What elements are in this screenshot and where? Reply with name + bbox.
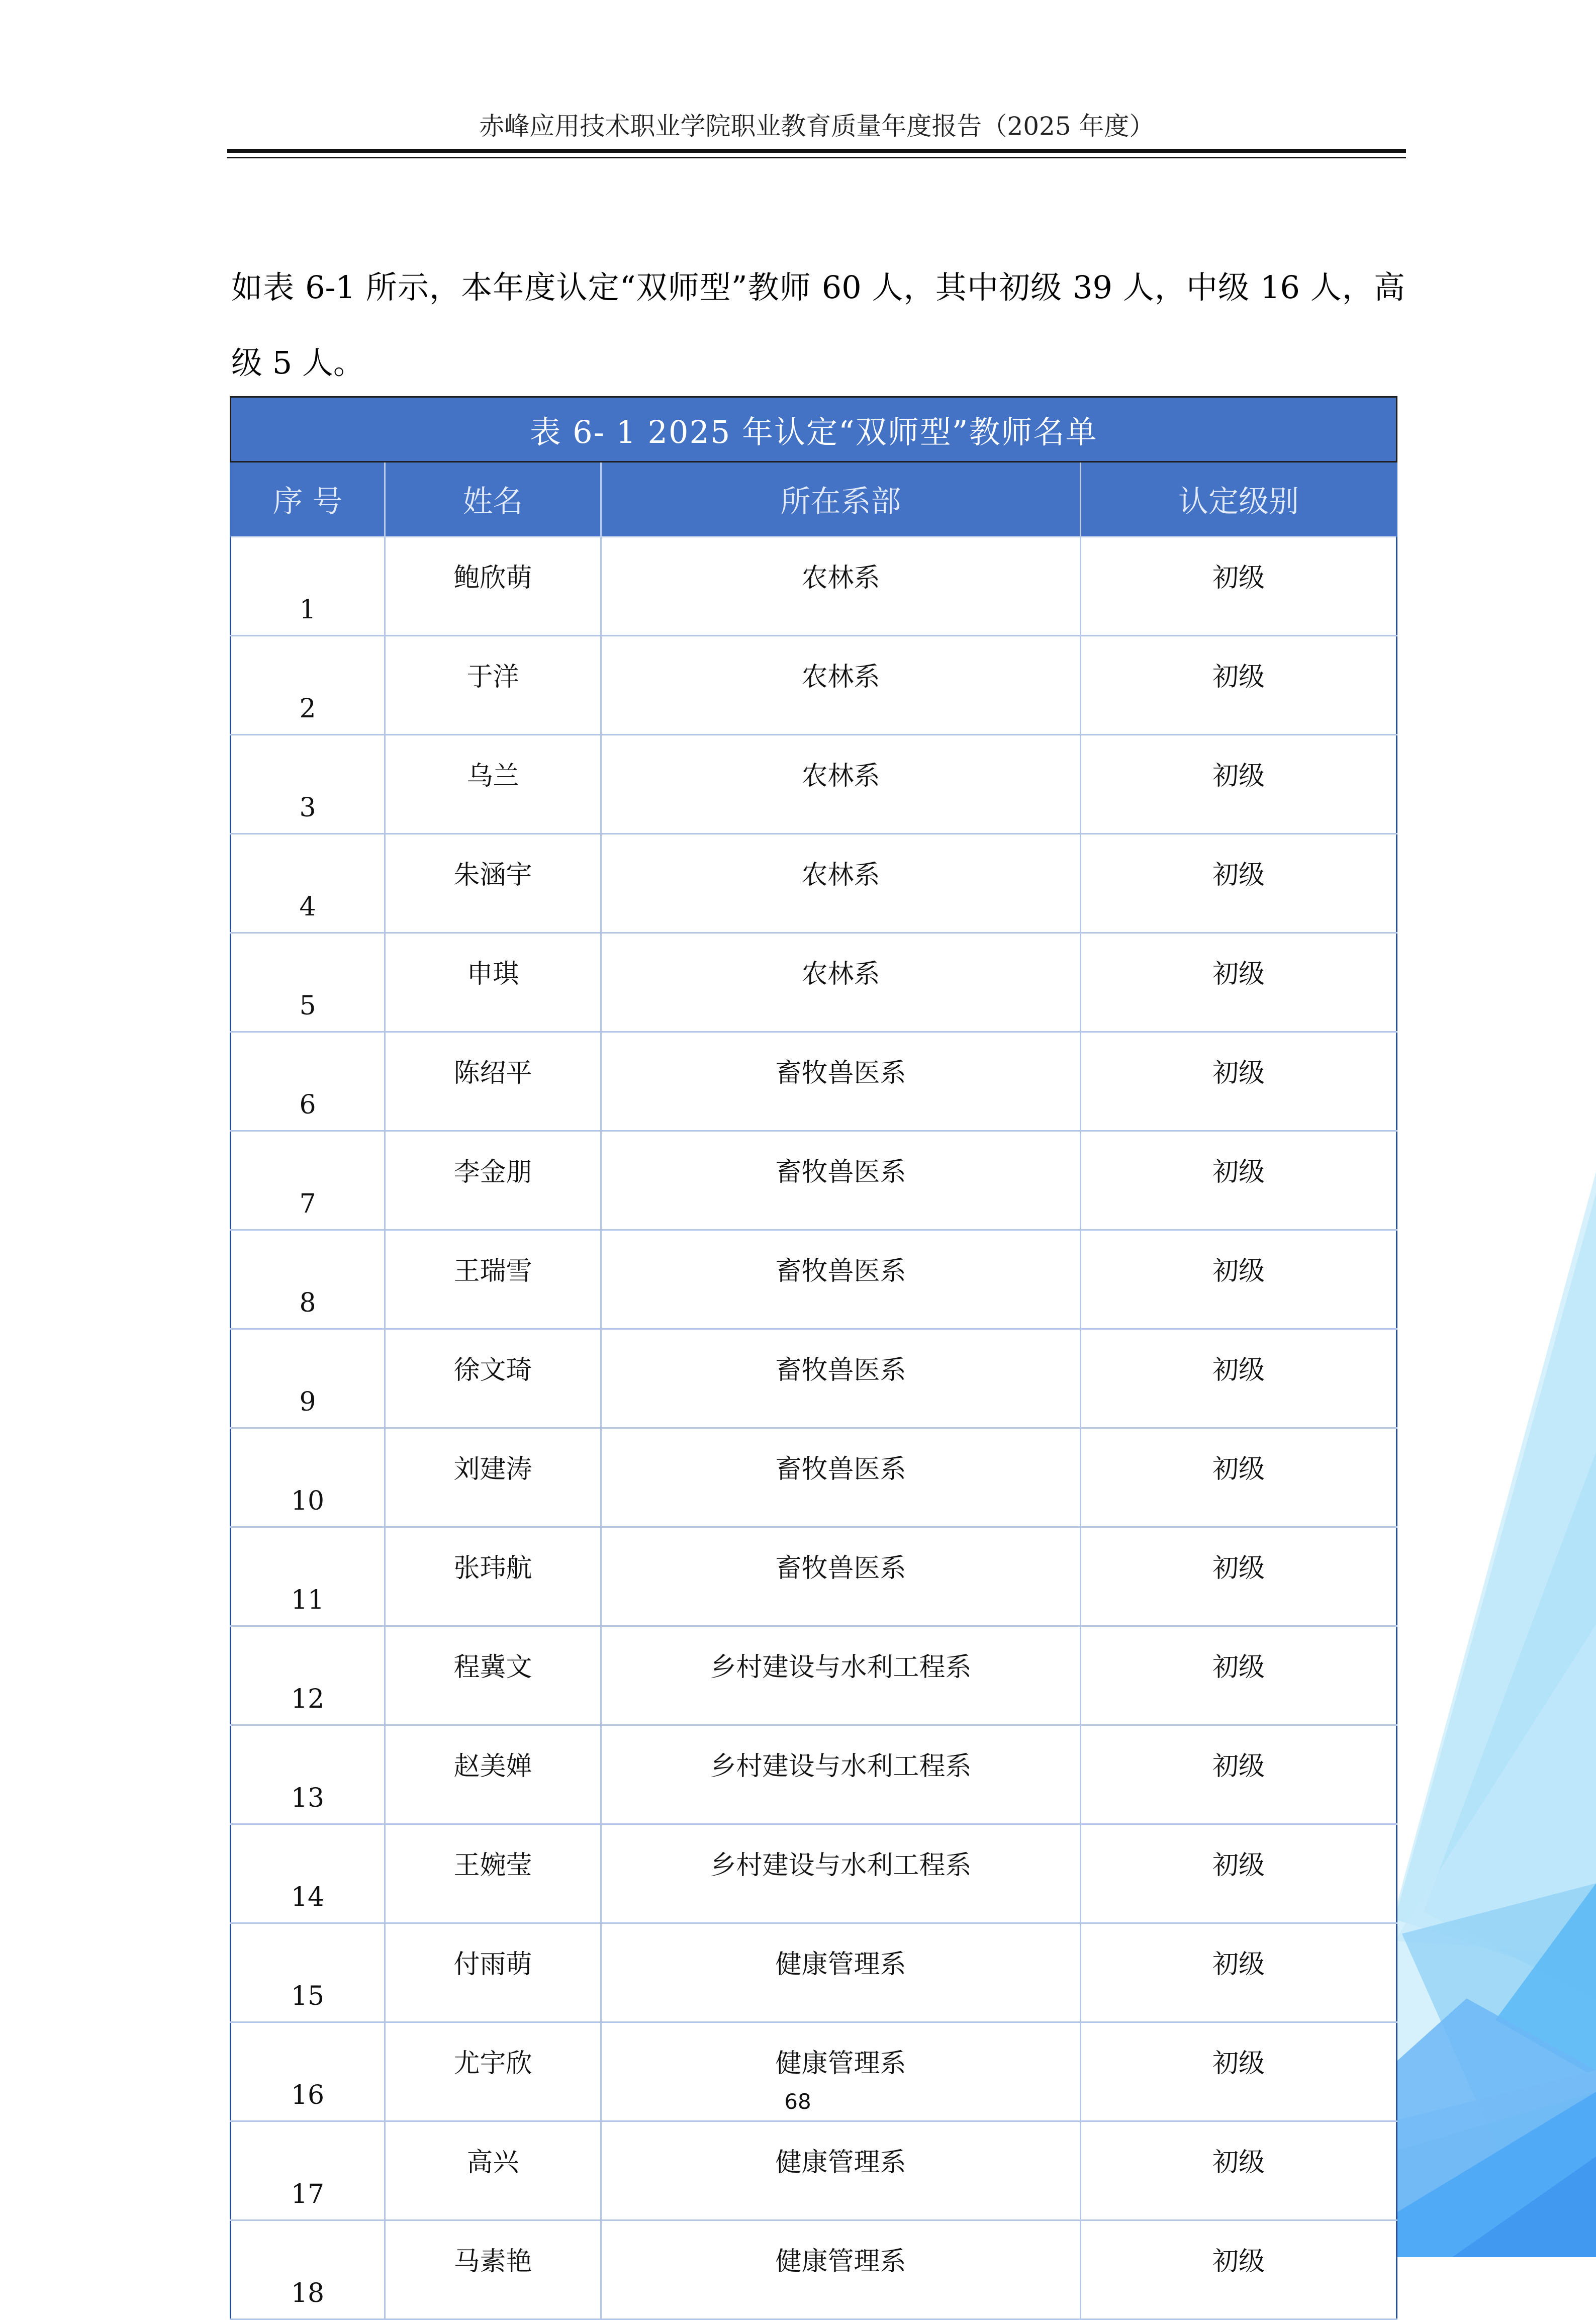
cell-level: 初级 bbox=[1081, 933, 1397, 1032]
page-number: 68 bbox=[784, 2089, 811, 2114]
cell-department: 健康管理系 bbox=[601, 2220, 1081, 2319]
cell-name: 申琪 bbox=[385, 933, 601, 1032]
table-row bbox=[231, 2220, 1397, 2319]
cell-name: 鲍欣萌 bbox=[385, 537, 601, 636]
cell-level: 初级 bbox=[1081, 1131, 1397, 1230]
cell-name: 高兴 bbox=[385, 2121, 601, 2220]
cell-level: 初级 bbox=[1081, 537, 1397, 636]
cell-number: 11 bbox=[231, 1527, 385, 1626]
cell-department: 畜牧兽医系 bbox=[601, 1131, 1081, 1230]
cell-level: 初级 bbox=[1081, 1527, 1397, 1626]
cell-number: 10 bbox=[231, 1428, 385, 1527]
cell-number: 16 bbox=[231, 2022, 385, 2121]
table-row bbox=[231, 1428, 1397, 1527]
cell-level: 初级 bbox=[1081, 834, 1397, 933]
cell-number: 14 bbox=[231, 1824, 385, 1923]
cell-name: 尤宇欣 bbox=[385, 2022, 601, 2121]
table-row bbox=[231, 1923, 1397, 2022]
header-rule-thick bbox=[227, 149, 1406, 153]
cell-name: 徐文琦 bbox=[385, 1329, 601, 1428]
table-row bbox=[231, 735, 1397, 834]
cell-name: 陈绍平 bbox=[385, 1032, 601, 1131]
cell-department: 畜牧兽医系 bbox=[601, 1329, 1081, 1428]
cell-number: 9 bbox=[231, 1329, 385, 1428]
cell-name: 赵美婵 bbox=[385, 1725, 601, 1824]
cell-number: 8 bbox=[231, 1230, 385, 1329]
cell-number: 3 bbox=[231, 735, 385, 834]
cell-number: 6 bbox=[231, 1032, 385, 1131]
cell-level: 初级 bbox=[1081, 1428, 1397, 1527]
cell-level: 初级 bbox=[1081, 1230, 1397, 1329]
cell-name: 李金朋 bbox=[385, 1131, 601, 1230]
column-header-department: 所在系部 bbox=[601, 462, 1081, 537]
cell-number: 13 bbox=[231, 1725, 385, 1824]
cell-level: 初级 bbox=[1081, 735, 1397, 834]
table-row bbox=[231, 1725, 1397, 1824]
cell-number: 5 bbox=[231, 933, 385, 1032]
cell-name: 付雨萌 bbox=[385, 1923, 601, 2022]
intro-paragraph: 如表 6-1 所示，本年度认定“双师型”教师 60 人，其中初级 39 人，中级 16 人，高级 5 人。 bbox=[231, 269, 1405, 381]
cell-department: 畜牧兽医系 bbox=[601, 1032, 1081, 1131]
table-body bbox=[231, 537, 1397, 2319]
cell-level: 初级 bbox=[1081, 1626, 1397, 1725]
header-rule-thin bbox=[227, 157, 1406, 158]
cell-department: 乡村建设与水利工程系 bbox=[601, 1626, 1081, 1725]
cell-level: 初级 bbox=[1081, 1032, 1397, 1131]
cell-name: 程冀文 bbox=[385, 1626, 601, 1725]
cell-department: 畜牧兽医系 bbox=[601, 1527, 1081, 1626]
cell-name: 刘建涛 bbox=[385, 1428, 601, 1527]
cell-name: 王婉莹 bbox=[385, 1824, 601, 1923]
cell-level: 初级 bbox=[1081, 2220, 1397, 2319]
cell-department: 农林系 bbox=[601, 636, 1081, 735]
cell-level: 初级 bbox=[1081, 1824, 1397, 1923]
cell-department: 农林系 bbox=[601, 735, 1081, 834]
table-row bbox=[231, 834, 1397, 933]
cell-number: 2 bbox=[231, 636, 385, 735]
cell-department: 健康管理系 bbox=[601, 2121, 1081, 2220]
table-header-row bbox=[231, 462, 1397, 537]
cell-number: 15 bbox=[231, 1923, 385, 2022]
cell-number: 17 bbox=[231, 2121, 385, 2220]
table-row bbox=[231, 1230, 1397, 1329]
cell-level: 初级 bbox=[1081, 2022, 1397, 2121]
table-row bbox=[231, 1626, 1397, 1725]
cell-name: 张玮航 bbox=[385, 1527, 601, 1626]
table-row bbox=[231, 1527, 1397, 1626]
cell-department: 农林系 bbox=[601, 537, 1081, 636]
cell-department: 农林系 bbox=[601, 933, 1081, 1032]
column-header-number: 序 号 bbox=[231, 462, 385, 537]
table-row bbox=[231, 1329, 1397, 1428]
table-row bbox=[231, 1032, 1397, 1131]
teacher-table bbox=[230, 396, 1397, 2320]
cell-department: 畜牧兽医系 bbox=[601, 1230, 1081, 1329]
cell-level: 初级 bbox=[1081, 1923, 1397, 2022]
cell-department: 健康管理系 bbox=[601, 1923, 1081, 2022]
table-row bbox=[231, 1824, 1397, 1923]
table-row bbox=[231, 2121, 1397, 2220]
cell-department: 健康管理系 bbox=[601, 2022, 1081, 2121]
cell-number: 12 bbox=[231, 1626, 385, 1725]
cell-name: 马素艳 bbox=[385, 2220, 601, 2319]
cell-number: 4 bbox=[231, 834, 385, 933]
column-header-level: 认定级别 bbox=[1081, 462, 1397, 537]
cell-level: 初级 bbox=[1081, 1725, 1397, 1824]
cell-department: 农林系 bbox=[601, 834, 1081, 933]
table-row bbox=[231, 1131, 1397, 1230]
cell-name: 乌兰 bbox=[385, 735, 601, 834]
cell-department: 乡村建设与水利工程系 bbox=[601, 1824, 1081, 1923]
table-row bbox=[231, 636, 1397, 735]
cell-number: 7 bbox=[231, 1131, 385, 1230]
column-header-name: 姓名 bbox=[385, 462, 601, 537]
cell-number: 18 bbox=[231, 2220, 385, 2319]
table-row bbox=[231, 537, 1397, 636]
cell-name: 于洋 bbox=[385, 636, 601, 735]
cell-level: 初级 bbox=[1081, 636, 1397, 735]
cell-name: 王瑞雪 bbox=[385, 1230, 601, 1329]
cell-department: 乡村建设与水利工程系 bbox=[601, 1725, 1081, 1824]
cell-name: 朱涵宇 bbox=[385, 834, 601, 933]
table-row bbox=[231, 933, 1397, 1032]
cell-level: 初级 bbox=[1081, 1329, 1397, 1428]
page-header: 赤峰应用技术职业学院职业教育质量年度报告（2025 年度） bbox=[479, 112, 1155, 141]
cell-number: 1 bbox=[231, 537, 385, 636]
table-caption: 表 6- 1 2025 年认定“双师型”教师名单 bbox=[231, 397, 1397, 462]
cell-level: 初级 bbox=[1081, 2121, 1397, 2220]
cell-department: 畜牧兽医系 bbox=[601, 1428, 1081, 1527]
